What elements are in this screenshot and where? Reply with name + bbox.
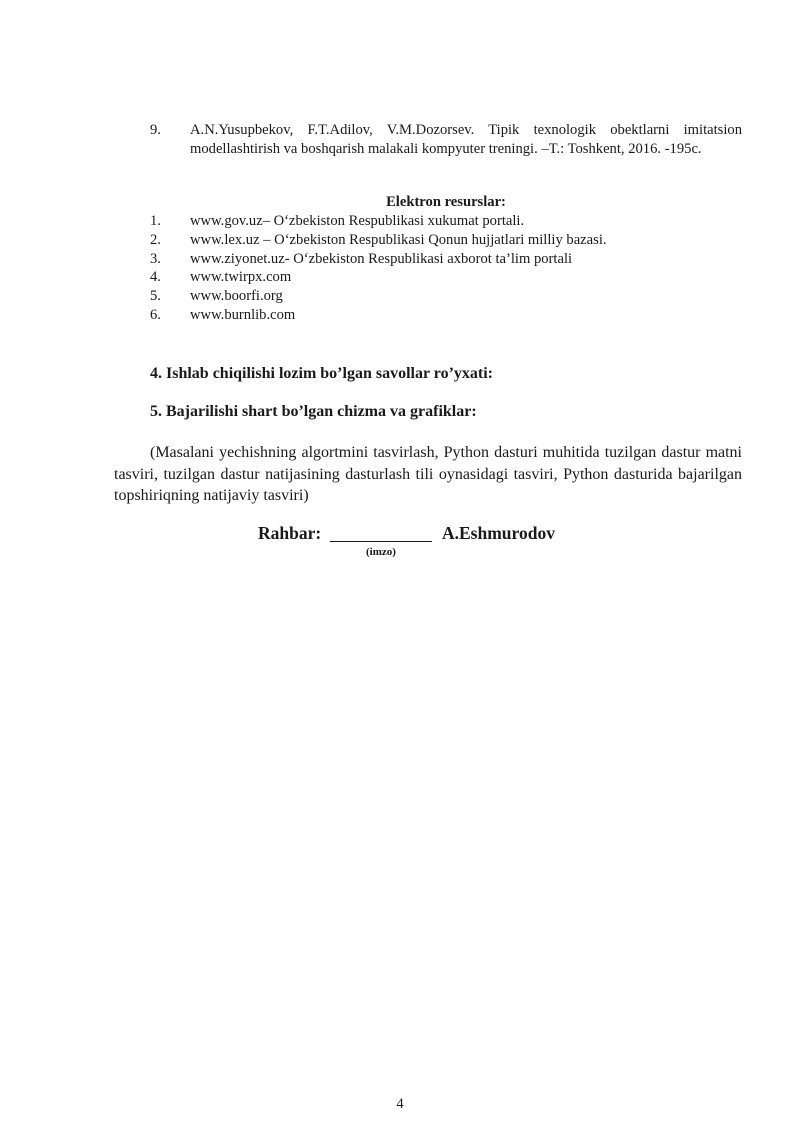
list-item: [150, 212, 742, 231]
list-item-text: www.twirpx.com: [190, 269, 292, 286]
list-item: [150, 306, 742, 325]
list-item-text: www.ziyonet.uz- O‘zbekiston Respublikasi axborot ta’lim portali: [190, 250, 573, 267]
section-4-heading: 4. Ishlab chiqilishi lozim bo’lgan savollar ro’yxati:: [150, 365, 494, 382]
list-item-text: www.lex.uz – O‘zbekiston Respublikasi Qonun hujjatlari milliy bazasi.: [190, 231, 607, 248]
list-item: [150, 268, 742, 287]
list-item-text: www.gov.uz– O‘zbekiston Respublikasi xukumat portali.: [190, 213, 525, 229]
reference-text: A.N.Yusupbekov, F.T.Adilov, V.M.Dozorsev. Tipik texnologik obektlarni imitatsion modellashtirish va boshqarish malakali kompyuter treningi. –T.: Toshkent, 2016. -195c.: [190, 122, 742, 157]
reference-number: 9.: [150, 122, 161, 138]
list-item-number: 3.: [150, 250, 161, 267]
section-5-heading: 5. Bajarilishi shart bo’lgan chizma va grafiklar:: [150, 403, 477, 420]
list-item-number: 2.: [150, 231, 161, 248]
list-item-text: www.boorfi.org: [190, 288, 283, 305]
list-item: [150, 231, 742, 250]
list-item: [150, 250, 742, 269]
signature-caption: (imzo): [366, 546, 396, 558]
list-item-number: 1.: [150, 213, 161, 229]
electronic-resources-list: [150, 212, 742, 325]
signature-name: A.Eshmurodov: [442, 523, 555, 543]
page-number: 4: [396, 1096, 404, 1112]
electronic-resources-title: Elektron resurslar:: [386, 194, 506, 210]
list-item-text: www.burnlib.com: [190, 306, 296, 323]
list-item: [150, 287, 742, 306]
signature-line: [330, 541, 432, 542]
signature-label: Rahbar:: [258, 523, 322, 543]
list-item-number: 5.: [150, 288, 161, 305]
list-item-number: 6.: [150, 306, 161, 323]
section-5-description: (Masalani yechishning algortmini tasvirlash, Python dasturi muhitida tuzilgan dastur matni tasviri, tuzilgan dastur natijasining dasturlash tili oynasidagi tasviri, Python dasturida bajarilgan topshiriqning natijaviy tasviri): [114, 444, 742, 504]
list-item-number: 4.: [150, 269, 161, 286]
